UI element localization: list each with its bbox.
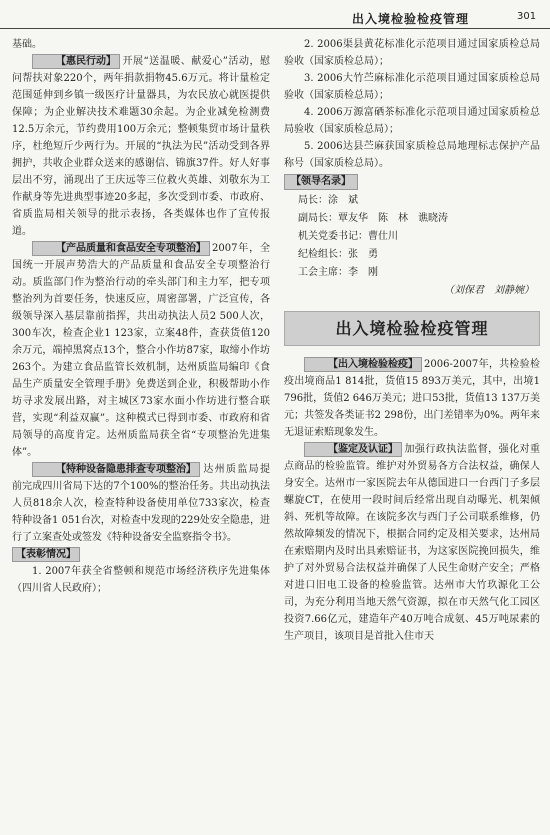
section-text: 2006-2007年，共检验检疫出境商品1 814批，货值15 893万美元，其中，出境1 796批，货值2 646万美元；进口53批，货值13 137万美元；共签发各类证书2 298份，出门差错率为0%。两年来无退证索赔现象发生。 [284,359,540,438]
section-inspection [284,356,540,441]
leader-entry: 机关党委书记：曹仕川 [298,231,398,242]
section-text: 开展“送温暖、献爱心”活动，慰问帮扶对象220个，两年捐款捐物45.6万元。将计量检定范围延伸到乡镇一级医疗计量器具，为农民放心就医提供保障；为企业解决技术难题30余起。为企业减免检测费12.5万余元，节约费用100万余元；整顿集贸市场计量秩序，杜绝短斤少两行为。开展的“执法为民”活动受到各界拥护，共收企业群众送来的感谢信、锦旗37件。好人好事层出不穷，涌现出了王庆远等三位救火英雄、刘敬东为工作献身等先进典型事迹20多起，多次受到市委、市政府、省质监局相关领导的批示表扬，各类媒体也作了宣传报道。 [12,56,270,237]
page-number: 301 [517,11,537,22]
section-text: 2007年，全国统一开展声势浩大的产品质量和食品安全专项整治行动。质监部门作为整治行动的牵头部门和主力军，把专项整治列为首要任务，快速反应，周密部署，广泛宣传，各级领导深入基层靠前指挥，共出动执法人员2 500人次，300车次，检查企业1 123家，立案48件，查获货值120余万元，端掉黑窝点13个，整合小作坊87家，取缔小作坊263个。为建立食品监管长效机制，达州质监局编印《食品生产质量安全管理手册》免费送到企业，积极帮助小作坊寻求发展出路，对主城区73家水面小作坊进行整合联营，实现“利益双赢”。这种模式已得到市委、市政府和省局领导的高度肯定。达州质监局获全省“专项整治先进集体”。 [12,243,270,458]
section-text: 加强行政执法监督，强化对重点商品的检验监管。维护对外贸易各方合法权益，确保人身安全。达州市一家医院去年从德国进口一台西门子多层螺旋CT，在使用一段时间后经常出现自动曝光、机架倾斜、死机等故障。在该院多次与西门子公司联系维修，仍然故障频发的情况下，根据合同约定及相关要求，达州局在索赔期内及时出具索赔证书，为这家医院挽回损失，维护了对外贸易合法权益并确保了人民生命财产安全；严格对进口旧电工设备的检验监管。达州市大竹玖源化工公司，为充分利用当地天然气资源，拟在市天然气化工园区投资7.66亿元，建造年产40万吨合成氨、45万吨尿素的生产项目，该项目是首批入住市天 [284,444,540,642]
left-column [12,36,270,597]
section-certification [284,441,540,645]
section-text: 达州质监局提前完成四川省局下达的7个100%的整治任务。共出动执法人员818余人次，检查特种设备使用单位733家次，检查特种设备1 051台次，对检查中发现的229处安全隐患，进行了立案查处或签发《特种设备安全监察指令书》。 [12,464,270,543]
honor-item: 1. 2007年获全省整顿和规范市场经济秩序先进集体（四川省人民政府）； [12,566,270,594]
page-header [0,8,550,30]
leader-entry: 纪检组长：张 勇 [298,249,378,260]
author-credit: （刘保君 刘静婉） [444,285,534,296]
running-title: 出入境检验检疫管理 [352,12,470,26]
section-tag: 【惠民行动】 [32,54,120,69]
section-special-equipment [12,461,270,546]
section-tag: 【表彰情况】 [12,547,80,562]
section-tag: 【特种设备隐患排查专项整治】 [32,462,200,477]
leader-entry: 工会主席：李 刚 [298,267,378,278]
honor-item: 3. 2006大竹苎麻标准化示范项目通过国家质检总局验收（国家质检总局）； [284,73,540,101]
honor-item: 4. 2006万源富硒茶标准化示范项目通过国家质检总局验收（国家质检总局）； [284,107,540,135]
header-rule [0,28,550,29]
section-tag: 【产品质量和食品安全专项整治】 [32,241,210,256]
section-quality [12,240,270,461]
leaders-list [298,192,540,282]
leaders-tag: 【领导名录】 [284,174,358,190]
leader-entry: 副局长：覃友华 陈 林 谯晓涛 [298,213,448,224]
right-column [284,36,540,645]
honor-item: 5. 2006达县苎麻获国家质检总局地理标志保护产品称号（国家质检总局）。 [284,141,540,169]
leader-entry: 局长：涂 斌 [298,195,358,206]
chapter-banner: 出入境检验检疫管理 [284,311,540,346]
section-tag: 【出入境检验检疫】 [304,357,422,372]
paragraph-continuation: 基础。 [12,39,42,50]
section-huimin [12,53,270,240]
section-tag: 【鉴定及认证】 [304,442,402,457]
honor-item: 2. 2006渠县黄花标准化示范项目通过国家质检总局验收（国家质检总局）； [284,39,540,67]
section-honors [12,546,270,563]
